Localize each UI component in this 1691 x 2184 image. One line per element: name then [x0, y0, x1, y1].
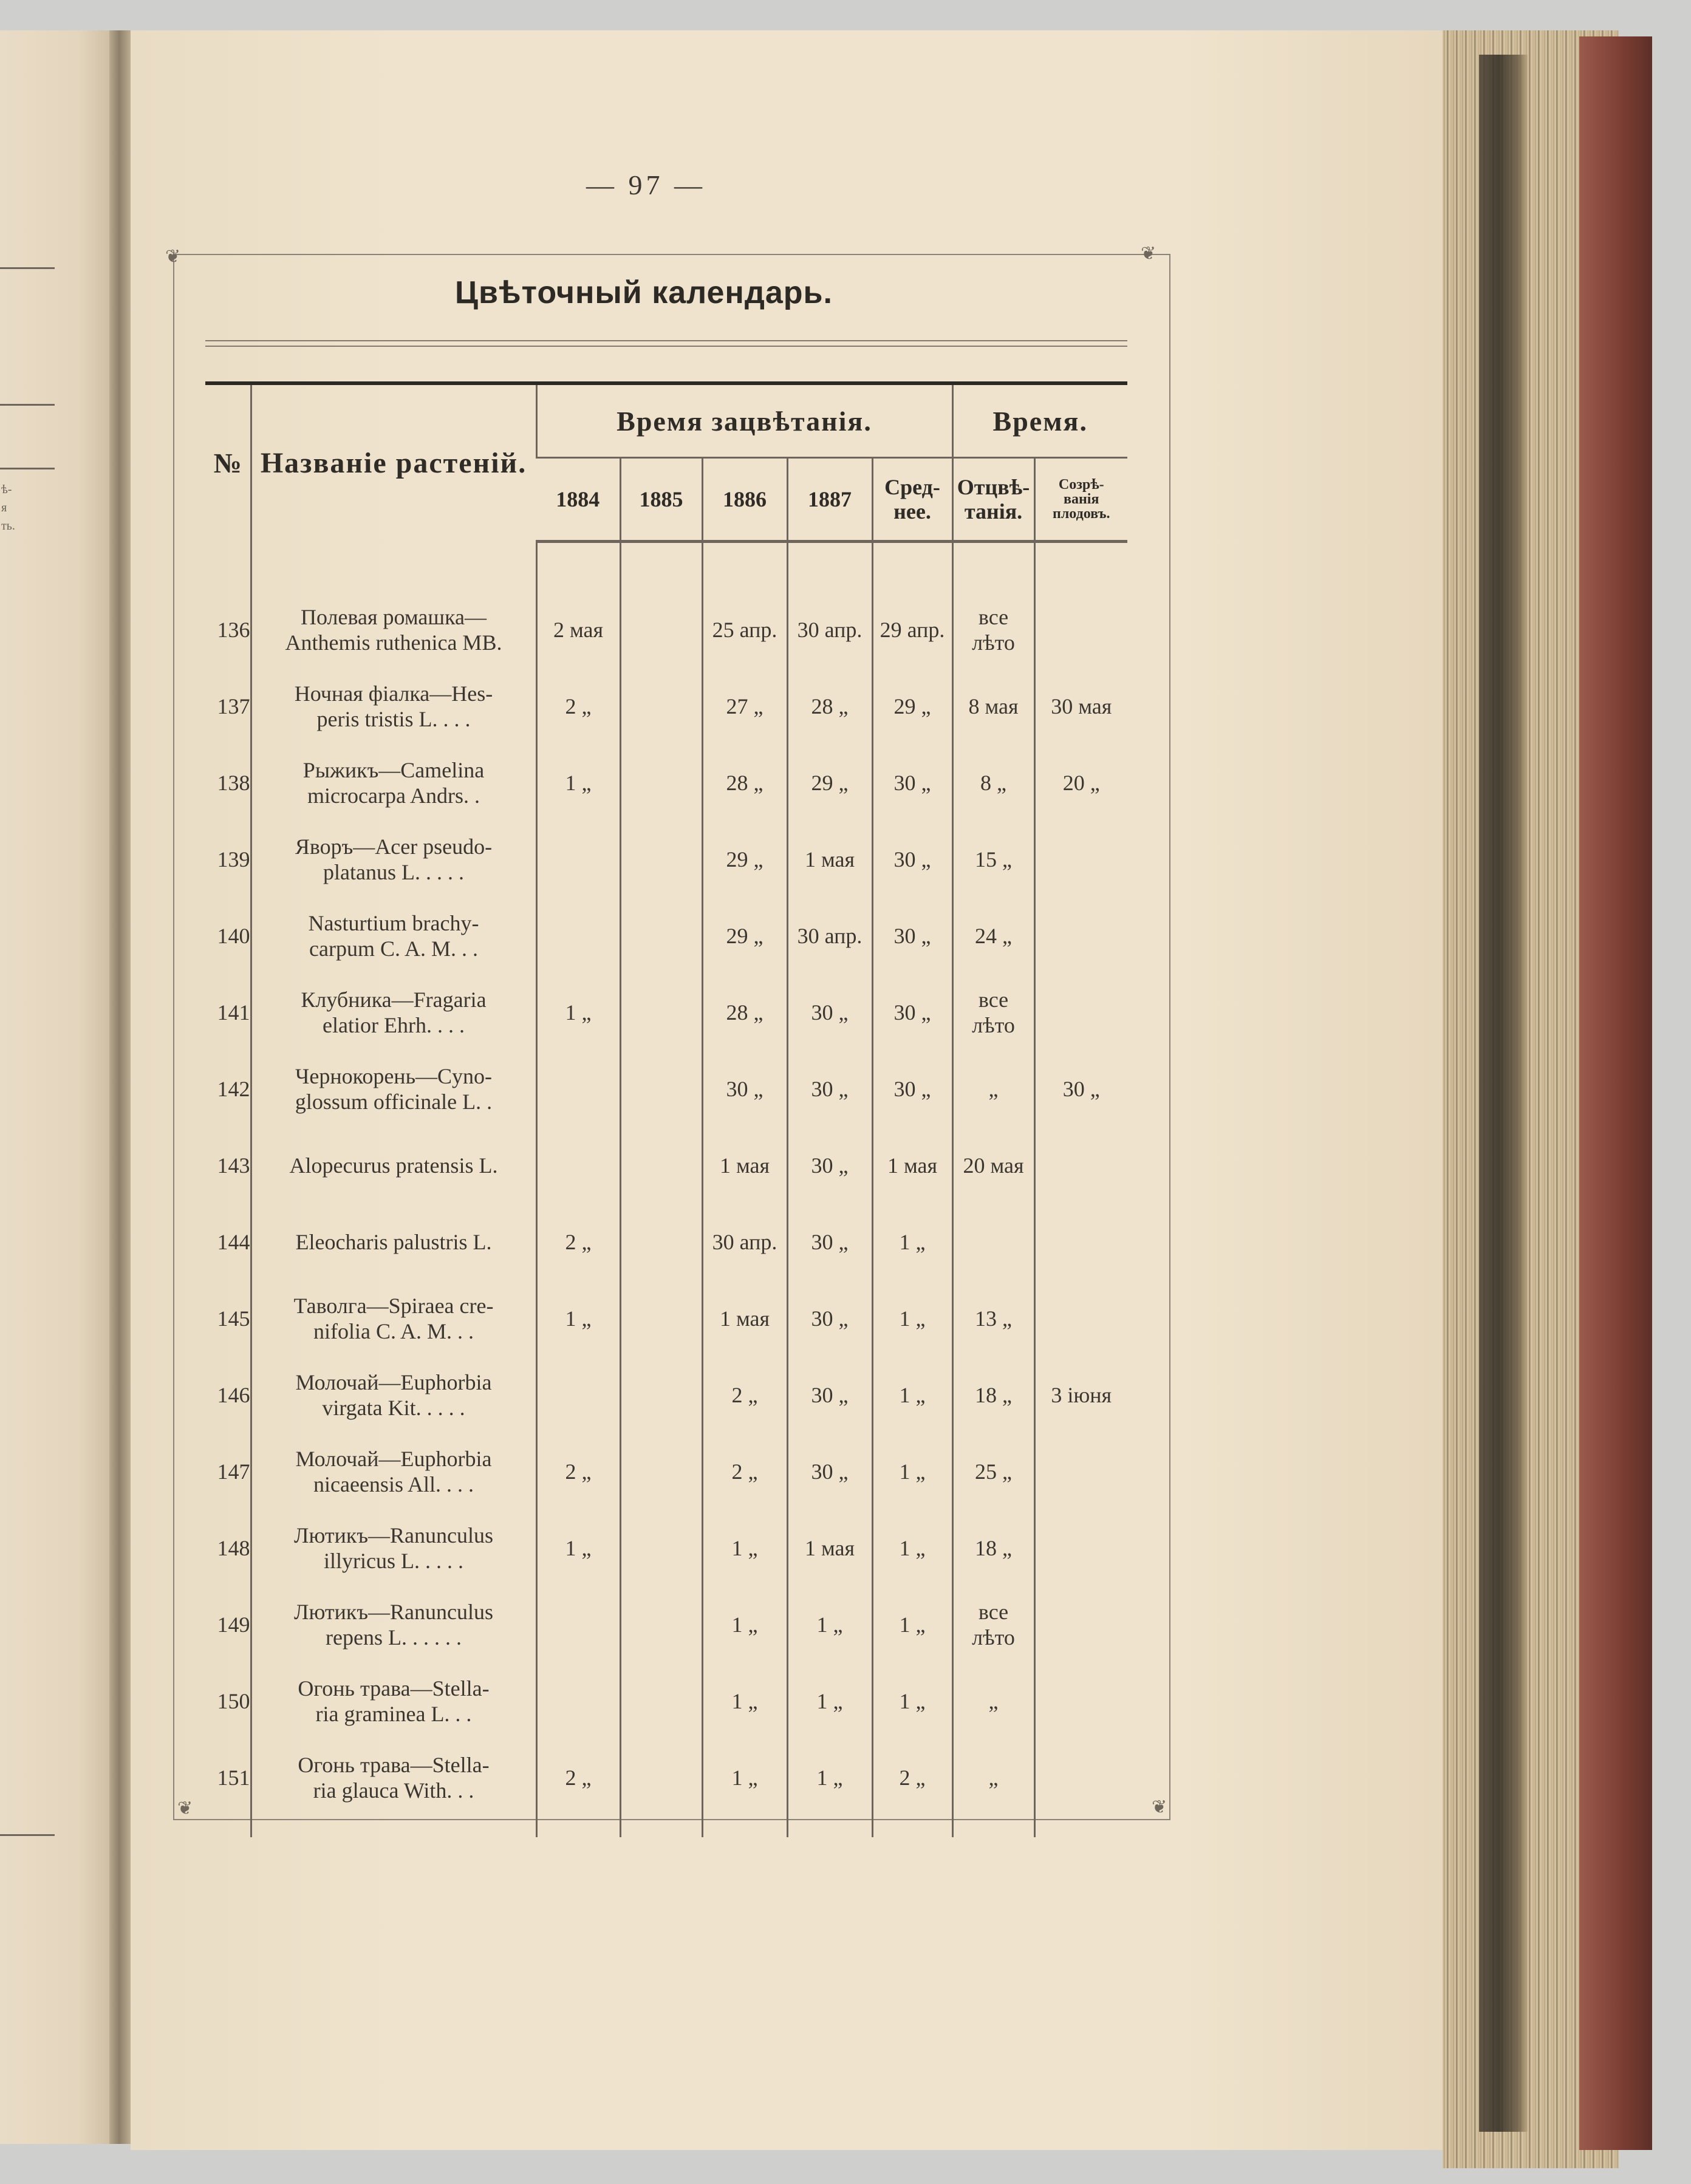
row-number: 138 [217, 771, 250, 795]
header-year: 1884 [536, 458, 620, 542]
flowering-average: 29 „ [872, 668, 952, 745]
fading-line: 8 мая [968, 694, 1019, 718]
plant-name-line: Рыжикъ—Camelina [302, 758, 485, 782]
fading-line: „ [988, 1766, 999, 1790]
fading-line: 13 „ [975, 1306, 1012, 1331]
flowering-1887: 30 „ [787, 1051, 872, 1127]
flowering-1884 [536, 1051, 620, 1127]
flowering-1885 [620, 821, 702, 898]
fading-line: лѣто [972, 1625, 1015, 1650]
plant-name [251, 745, 536, 821]
plant-name-line: Лютикъ—Ranunculus [294, 1600, 493, 1624]
table-row [205, 1357, 1127, 1433]
plant-name-line: ria glauca With. . . [313, 1778, 474, 1803]
header-average [872, 458, 952, 542]
flowering-average: 30 „ [872, 898, 952, 974]
ripening-time [1034, 974, 1127, 1051]
plant-name [251, 592, 536, 668]
flowering-average: 29 апр. [872, 592, 952, 668]
plant-name-line: microcarpa Andrs. . [307, 783, 480, 808]
table-row [205, 1127, 1127, 1204]
ripening-time [1034, 898, 1127, 974]
ripening-time [1034, 1280, 1127, 1357]
flowering-average: 2 „ [872, 1739, 952, 1816]
flowering-1886: 1 „ [702, 1586, 787, 1663]
plant-name [251, 1204, 536, 1280]
flowering-1885 [620, 1357, 702, 1433]
header-year: 1885 [620, 458, 702, 542]
left-page-rule [0, 468, 55, 469]
flowering-1887: 30 апр. [787, 592, 872, 668]
flowering-1885 [620, 1586, 702, 1663]
table-row [205, 1739, 1127, 1816]
plant-name-line: carpum C. A. M. . . [309, 937, 478, 961]
flowering-1884 [536, 1586, 620, 1663]
plant-name-line: nifolia C. A. M. . . [313, 1319, 474, 1343]
table-row [205, 1510, 1127, 1586]
flowering-average: 30 „ [872, 1051, 952, 1127]
flowering-average: 1 „ [872, 1510, 952, 1586]
frame-ornament-icon: ❦ [165, 247, 181, 267]
header-ripening-line: плодовъ. [1053, 506, 1110, 522]
header-year: 1887 [787, 458, 872, 542]
flowering-1886: 1 „ [702, 1510, 787, 1586]
plant-name [251, 974, 536, 1051]
plant-name-line: Клубника—Fragaria [301, 988, 487, 1012]
flowering-1885 [620, 1204, 702, 1280]
row-number: 141 [217, 1000, 250, 1025]
plant-name-line: Eleocharis palustris L. [295, 1230, 492, 1254]
flowering-1885 [620, 1510, 702, 1586]
header-flowering-time: Время зацвѣтанія. [536, 383, 952, 458]
fading-time [952, 1357, 1034, 1433]
flowering-1886: 1 „ [702, 1739, 787, 1816]
header-year: 1886 [702, 458, 787, 542]
flowering-average: 1 „ [872, 1280, 952, 1357]
plant-name [251, 821, 536, 898]
plant-name-line: Anthemis ruthenica MB. [285, 630, 502, 655]
header-ripening-line: ванія [1064, 491, 1099, 507]
plant-name [251, 1663, 536, 1739]
flowering-average: 1 „ [872, 1357, 952, 1433]
book-cover [1579, 36, 1652, 2150]
plant-name [251, 1510, 536, 1586]
flowering-1887: 30 апр. [787, 898, 872, 974]
fading-line: 24 „ [975, 924, 1012, 948]
frame-ornament-icon: ❦ [177, 1798, 193, 1818]
plant-name-line: Лютикъ—Ranunculus [294, 1523, 493, 1548]
fading-line: 20 мая [963, 1153, 1024, 1178]
ripening-time: 3 іюня [1034, 1357, 1127, 1433]
fading-time [952, 898, 1034, 974]
table-row [205, 1433, 1127, 1510]
left-page-fragment: ѣ- [1, 483, 12, 496]
fading-time [952, 1127, 1034, 1204]
ripening-time [1034, 1433, 1127, 1510]
plant-name-line: Таволга—Spiraea cre- [293, 1294, 494, 1318]
plant-name-line: Огонь трава—Stella- [298, 1676, 490, 1701]
plant-name-line: ria graminea L. . . [315, 1702, 472, 1726]
flowering-average: 30 „ [872, 745, 952, 821]
plant-name [251, 1433, 536, 1510]
flowering-1886: 1 мая [702, 1127, 787, 1204]
row-number: 140 [217, 924, 250, 948]
plant-name-line: repens L. . . . . . [326, 1625, 462, 1650]
flowering-1884 [536, 1663, 620, 1739]
flowering-average: 1 „ [872, 1433, 952, 1510]
plant-name-line: peris tristis L. . . . [316, 707, 471, 731]
fading-line: 18 „ [975, 1383, 1012, 1407]
left-page-edge [0, 30, 112, 2144]
plant-name-line: Яворъ—Acer pseudo- [295, 834, 493, 859]
ripening-time [1034, 821, 1127, 898]
row-number: 139 [217, 847, 250, 872]
fading-time [952, 1051, 1034, 1127]
row-number: 145 [217, 1306, 250, 1331]
flowering-1886: 30 „ [702, 1051, 787, 1127]
plant-name-line: glossum officinale L. . [295, 1090, 493, 1114]
flowering-1884: 2 „ [536, 668, 620, 745]
flowering-1886: 1 „ [702, 1663, 787, 1739]
left-page-fragment: я [1, 501, 7, 514]
plant-name-line: Полевая ромашка— [301, 605, 487, 629]
flowering-1886: 30 апр. [702, 1204, 787, 1280]
flowering-1887: 30 „ [787, 1357, 872, 1433]
fading-line: 15 „ [975, 847, 1012, 872]
fading-time [952, 974, 1034, 1051]
flowering-average: 1 мая [872, 1127, 952, 1204]
book-gutter [109, 30, 134, 2144]
fading-time [952, 592, 1034, 668]
flowering-1885 [620, 1280, 702, 1357]
fading-time [952, 1510, 1034, 1586]
header-ripening-line: Созрѣ- [1058, 477, 1104, 493]
fading-time [952, 1586, 1034, 1663]
left-page-rule [0, 404, 55, 406]
row-number: 150 [217, 1689, 250, 1713]
fading-time [952, 1204, 1034, 1280]
flowering-1886: 27 „ [702, 668, 787, 745]
flowering-1885 [620, 1051, 702, 1127]
ripening-time [1034, 1739, 1127, 1816]
fading-line: все [978, 1600, 1009, 1624]
header-average-line: нее. [893, 499, 931, 524]
table-row [205, 1586, 1127, 1663]
flowering-average: 30 „ [872, 821, 952, 898]
plant-name [251, 1739, 536, 1816]
flowering-1884: 2 „ [536, 1739, 620, 1816]
fading-line: 25 „ [975, 1459, 1012, 1484]
fading-time [952, 821, 1034, 898]
flowering-1887: 1 „ [787, 1663, 872, 1739]
fading-line: „ [988, 1689, 999, 1713]
header-fading-line: Отцвѣ- [957, 475, 1030, 499]
row-number: 151 [217, 1766, 250, 1790]
fading-time [952, 1433, 1034, 1510]
flowering-1886: 28 „ [702, 974, 787, 1051]
flowering-1886: 2 „ [702, 1357, 787, 1433]
flowering-1884: 1 „ [536, 745, 620, 821]
plant-name [251, 1280, 536, 1357]
row-number: 142 [217, 1077, 250, 1101]
row-number: 136 [217, 618, 250, 642]
flowering-average: 1 „ [872, 1663, 952, 1739]
flowering-1886: 28 „ [702, 745, 787, 821]
ripening-time: 30 мая [1034, 668, 1127, 745]
flowering-1887: 30 „ [787, 1204, 872, 1280]
fading-line: лѣто [972, 630, 1015, 655]
flowering-1884: 1 „ [536, 974, 620, 1051]
flowering-1886: 2 „ [702, 1433, 787, 1510]
table-row [205, 1051, 1127, 1127]
table-row [205, 974, 1127, 1051]
ripening-time: 30 „ [1034, 1051, 1127, 1127]
row-number: 137 [217, 694, 250, 718]
flowering-1884: 2 мая [536, 592, 620, 668]
fading-time [952, 668, 1034, 745]
fading-line: 18 „ [975, 1536, 1012, 1560]
table-row [205, 1280, 1127, 1357]
flowering-1886: 25 апр. [702, 592, 787, 668]
plant-name [251, 1586, 536, 1663]
flowering-1887: 29 „ [787, 745, 872, 821]
plant-name-line: nicaeensis All. . . . [313, 1472, 474, 1496]
flowering-1887: 30 „ [787, 1433, 872, 1510]
frame-ornament-icon: ❦ [1152, 1797, 1167, 1817]
flowering-1887: 30 „ [787, 1280, 872, 1357]
ripening-time [1034, 1204, 1127, 1280]
plant-name-line: Ночная фіалка—Hes- [294, 681, 493, 706]
flowering-1885 [620, 898, 702, 974]
flowering-average: 1 „ [872, 1586, 952, 1663]
flowering-1887: 1 „ [787, 1586, 872, 1663]
row-number: 149 [217, 1612, 250, 1637]
flowering-1885 [620, 592, 702, 668]
plant-name-line: Чернокорень—Cyno- [295, 1064, 492, 1088]
fading-line: все [978, 988, 1009, 1012]
plant-name [251, 1051, 536, 1127]
fading-line: лѣто [972, 1013, 1015, 1037]
plant-name-line: elatior Ehrh. . . . [323, 1013, 465, 1037]
plant-name [251, 668, 536, 745]
plant-name [251, 1127, 536, 1204]
flowering-1887: 30 „ [787, 1127, 872, 1204]
header-time: Время. [952, 383, 1127, 458]
flowering-1885 [620, 1663, 702, 1739]
flowering-average: 30 „ [872, 974, 952, 1051]
fading-time [952, 745, 1034, 821]
flowering-1884: 2 „ [536, 1433, 620, 1510]
plant-name-line: Огонь трава—Stella- [298, 1753, 490, 1777]
ripening-time: 20 „ [1034, 745, 1127, 821]
fading-line: все [978, 605, 1009, 629]
title-rule [205, 340, 1127, 347]
plant-name [251, 898, 536, 974]
plant-name-line: Молочай—Euphorbia [295, 1370, 492, 1394]
flowering-calendar-table [205, 381, 1127, 1837]
flowering-1885 [620, 1127, 702, 1204]
table-row [205, 668, 1127, 745]
ripening-time [1034, 1127, 1127, 1204]
frame-ornament-icon: ❦ [1141, 244, 1156, 264]
flowering-1884 [536, 1127, 620, 1204]
flowering-1884 [536, 1357, 620, 1433]
flowering-1885 [620, 974, 702, 1051]
flowering-1884 [536, 821, 620, 898]
plant-name-line: virgata Kit. . . . . [322, 1396, 465, 1420]
table-row [205, 592, 1127, 668]
fading-line: „ [988, 1077, 999, 1101]
flowering-1887: 1 мая [787, 821, 872, 898]
header-fading-line: танія. [964, 499, 1023, 524]
table-row [205, 745, 1127, 821]
page-title: Цвѣточный календарь. [455, 275, 833, 310]
fading-time [952, 1280, 1034, 1357]
flowering-1885 [620, 1433, 702, 1510]
left-page-fragment: ть. [1, 519, 15, 533]
flowering-1887: 28 „ [787, 668, 872, 745]
fading-time [952, 1739, 1034, 1816]
row-number: 148 [217, 1536, 250, 1560]
flowering-1886: 1 мая [702, 1280, 787, 1357]
header-plant-name: Названіе растеній. [251, 383, 536, 542]
ripening-time [1034, 1663, 1127, 1739]
header-ripening [1034, 458, 1127, 542]
table-row [205, 1663, 1127, 1739]
row-number: 146 [217, 1383, 250, 1407]
plant-name-line: platanus L. . . . . [323, 860, 464, 884]
flowering-1884 [536, 898, 620, 974]
table-row [205, 898, 1127, 974]
fading-time [952, 1663, 1034, 1739]
plant-name-line: Alopecurus pratensis L. [289, 1153, 498, 1178]
fading-line: 8 „ [980, 771, 1006, 795]
flowering-average: 1 „ [872, 1204, 952, 1280]
ripening-time [1034, 1510, 1127, 1586]
flowering-1887: 1 мая [787, 1510, 872, 1586]
plant-name-line: Молочай—Euphorbia [295, 1447, 492, 1471]
header-number: № [205, 383, 251, 542]
flowering-1884: 2 „ [536, 1204, 620, 1280]
row-number: 143 [217, 1153, 250, 1178]
flowering-1885 [620, 668, 702, 745]
flowering-1887: 30 „ [787, 974, 872, 1051]
flowering-1884: 1 „ [536, 1280, 620, 1357]
plant-name [251, 1357, 536, 1433]
header-fading [952, 458, 1034, 542]
flowering-1885 [620, 745, 702, 821]
plant-name-line: illyricus L. . . . . [324, 1549, 463, 1573]
flowering-1884: 1 „ [536, 1510, 620, 1586]
row-number: 144 [217, 1230, 250, 1254]
row-number: 147 [217, 1459, 250, 1484]
left-page-rule [0, 1834, 55, 1836]
header-average-line: Сред- [884, 475, 940, 499]
flowering-1886: 29 „ [702, 898, 787, 974]
page-number: — 97 — [586, 169, 706, 200]
flowering-1887: 1 „ [787, 1739, 872, 1816]
table-row [205, 821, 1127, 898]
left-page-rule [0, 267, 55, 269]
plant-name-line: Nasturtium brachy- [308, 911, 479, 935]
flowering-1885 [620, 1739, 702, 1816]
table-row [205, 1204, 1127, 1280]
ripening-time [1034, 1586, 1127, 1663]
flowering-1886: 29 „ [702, 821, 787, 898]
ripening-time [1034, 592, 1127, 668]
